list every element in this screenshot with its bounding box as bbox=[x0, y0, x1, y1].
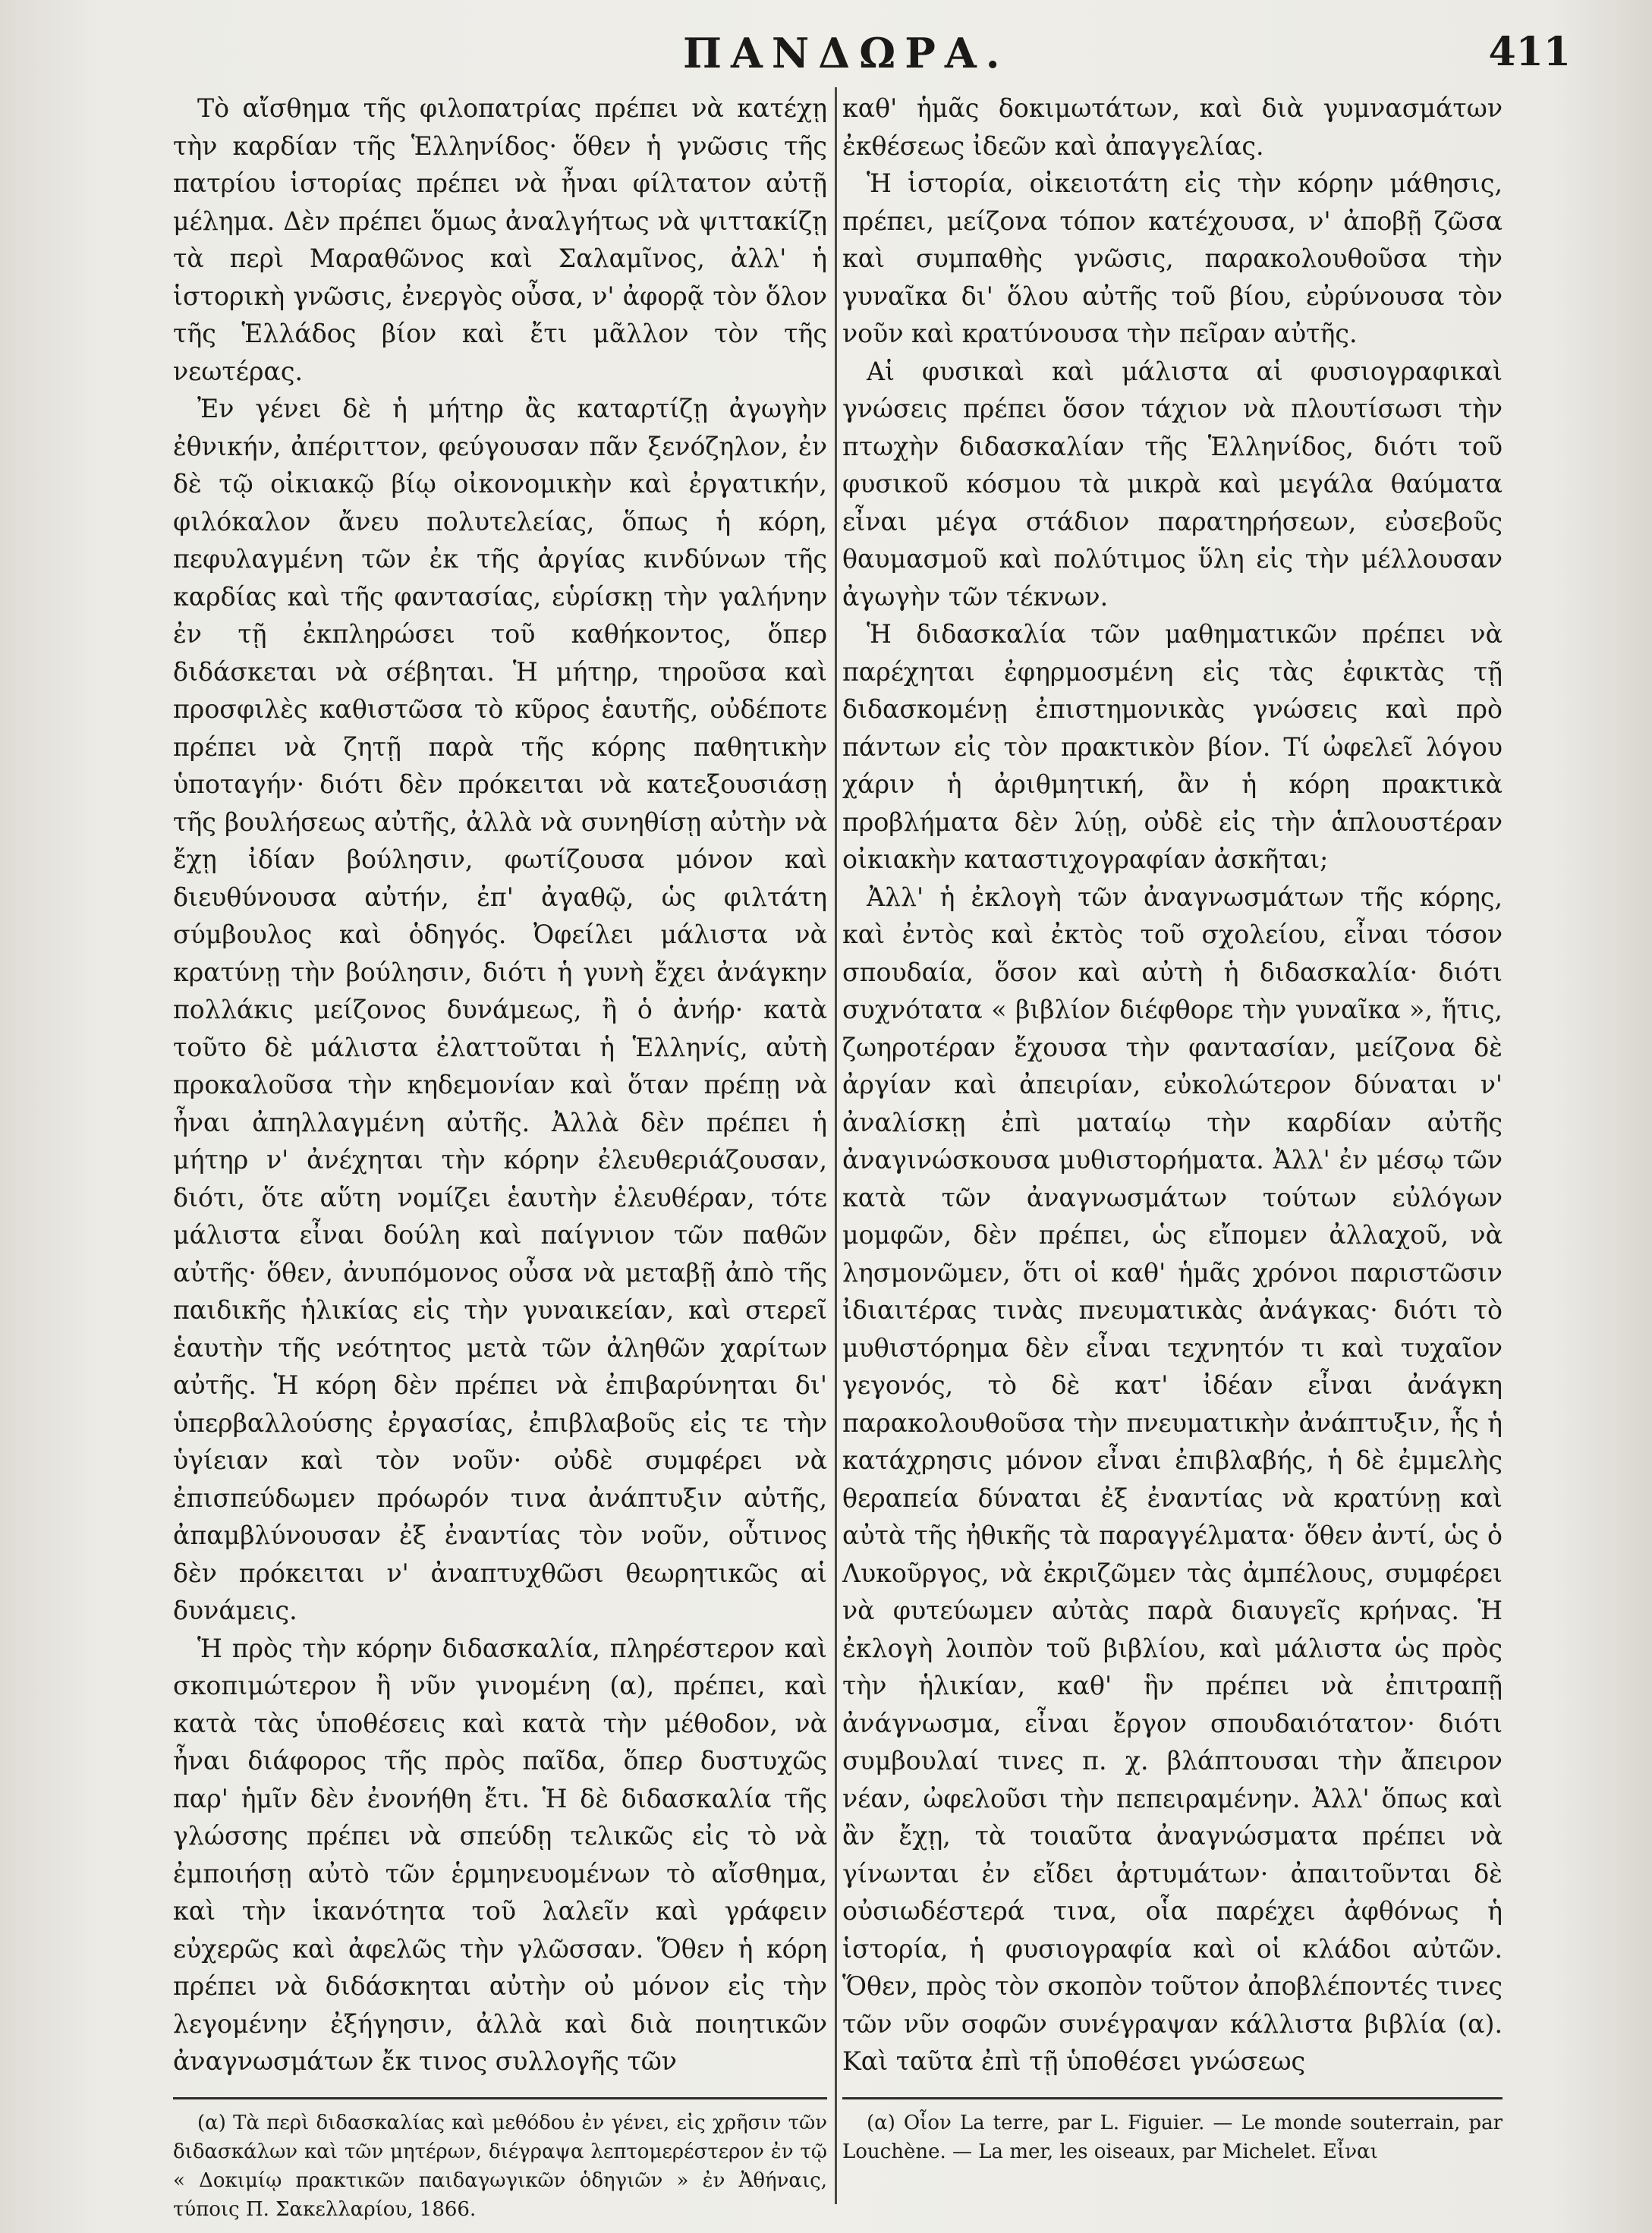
page-number: 411 bbox=[1488, 29, 1571, 75]
paragraph: καθ' ἡμᾶς δοκιμωτάτων, καὶ διὰ γυμνασμάτων ἐκθέσεως ἰδεῶν καὶ ἀπαγγελίας. bbox=[842, 93, 1503, 161]
right-column bbox=[842, 90, 1503, 2166]
footnote-text: (α) Οἷον La terre, par L. Figuier. — Le monde souterrain, par Louchène. — La mer, les oiseaux, par Michelet. Εἶναι bbox=[842, 2111, 1503, 2163]
paragraph: Ἡ διδασκαλία τῶν μαθηματικῶν πρέπει νὰ παρέχηται ἐφηρμοσμένη εἰς τὰς ἐφικτὰς τῇ διδασκομένῃ ἐπιστημονικὰς γνώσεις καὶ πρὸ πάντων εἰς τὸν πρακτικὸν βίον. Τί ὠφελεῖ λόγου χάριν ἡ ἀριθμητική, ἂν ἡ κόρη πρακτικὰ προβλήματα δὲν λύῃ, οὐδὲ εἰς τὴν ἁπλουστέραν οἰκιακὴν καταστιχογραφίαν ἀσκῆται; bbox=[842, 619, 1503, 874]
page-header bbox=[159, 29, 1601, 82]
paragraph: Ἀλλ' ἡ ἐκλογὴ τῶν ἀναγνωσμάτων τῆς κόρης, καὶ ἐντὸς καὶ ἐκτὸς τοῦ σχολείου, εἶναι τόσον σπουδαία, ὅσον καὶ αὐτὴ ἡ διδασκαλία· διότι συχνότατα « βιβλίον διέφθορε τὴν γυναῖκα », ἥτις, ζωηροτέραν ἔχουσα τὴν φαντασίαν, μείζονα δὲ ἀργίαν καὶ ἀπειρίαν, εὐκολώτερον δύναται ν' ἀναλίσκῃ ἐπὶ ματαίῳ τὴν καρδίαν αὐτῆς ἀναγινώσκουσα μυθιστορήματα. Ἀλλ' ἐν μέσῳ τῶν κατὰ τῶν ἀναγνωσμάτων τούτων εὐλόγων μομφῶν, δὲν πρέπει, ὡς εἴπομεν ἀλλαχοῦ, νὰ λησμονῶμεν, ὅτι οἱ καθ' ἡμᾶς χρόνοι παριστῶσιν ἰδιαιτέρας τινὰς πνευματικὰς ἀνάγκας· διότι τὸ μυθιστόρημα δὲν εἶναι τεχνητόν τι καὶ τυχαῖον γεγονός, τὸ δὲ κατ' ἰδέαν εἶναι ἀνάγκη παρακολουθοῦσα τὴν πνευματικὴν ἀνάπτυξιν, ἧς ἡ κατάχρησις μόνον εἶναι ἐπιβλαβής, ἡ δὲ ἐμμελὴς θεραπεία δύναται ἐξ ἐναντίας νὰ κρατύνῃ καὶ αὐτὰ τῆς ἠθικῆς τὰ παραγγέλματα· ὅθεν ἀντί, ὡς ὁ Λυκοῦργος, νὰ ἐκριζῶμεν τὰς ἀμπέλους, συμφέρει νὰ φυτεύωμεν αὐτὰς παρὰ διαυγεῖς κρήνας. Ἡ ἐκλογὴ λοιπὸν τοῦ βιβλίου, καὶ μάλιστα ὡς πρὸς τὴν ἡλικίαν, καθ' ἣν πρέπει νὰ ἐπιτραπῇ ἀνάγνωσμα, εἶναι ἔργον σπουδαιότατον· διότι συμβουλαί τινες π. χ. βλάπτουσαι τὴν ἄπειρον νέαν, ὠφελοῦσι τὴν πεπειραμένην. Ἀλλ' ὅπως καὶ ἂν ἔχῃ, τὰ τοιαῦτα ἀναγνώσματα πρέπει νὰ γίνωνται ἐν εἴδει ἀρτυμάτων· ἀπαιτοῦνται δὲ οὐσιωδέστερά τινα, οἷα παρέχει ἀφθόνως ἡ ἱστορία, ἡ φυσιογραφία καὶ οἱ κλάδοι αὐτῶν. Ὅθεν, πρὸς τὸν σκοπὸν τοῦτον ἀποβλέποντές τινες τῶν νῦν σοφῶν συνέγραψαν κάλλιστα βιβλία (α). Καὶ ταῦτα ἐπὶ τῇ ὑποθέσει γνώσεως bbox=[842, 882, 1503, 2076]
footnote-text: (α) Τὰ περὶ διδασκαλίας καὶ μεθόδου ἐν γένει, εἰς χρῆσιν τῶν διδασκάλων καὶ τῶν μητέρων, διέγραψα λεπτομερέστερον ἐν τῷ « Δοκιμίῳ πρακτικῶν παιδαγωγικῶν ὁδηγιῶν » ἐν Ἀθήναις, τύποις Π. Σακελλαρίου, 1866. bbox=[173, 2111, 827, 2221]
footnote bbox=[842, 2109, 1503, 2166]
paragraph: Τὸ αἴσθημα τῆς φιλοπατρίας πρέπει νὰ κατέχῃ τὴν καρδίαν τῆς Ἑλληνίδος· ὅθεν ἡ γνῶσις τῆς πατρίου ἱστορίας πρέπει νὰ ἦναι φίλτατον αὐτῇ μέλημα. Δὲν πρέπει ὅμως ἀναλγήτως νὰ ψιττακίζῃ τὰ περὶ Μαραθῶνος καὶ Σαλαμῖνος, ἀλλ' ἡ ἱστορικὴ γνῶσις, ἐνεργὸς οὖσα, ν' ἀφορᾷ τὸν ὅλον τῆς Ἑλλάδος βίον καὶ ἔτι μᾶλλον τὸν τῆς νεωτέρας. bbox=[173, 93, 827, 386]
running-title: ΠΑΝΔΩΡΑ. bbox=[683, 29, 1009, 77]
left-column bbox=[173, 90, 827, 2224]
footnote bbox=[173, 2109, 827, 2224]
footnote-rule bbox=[842, 2097, 1503, 2099]
paragraph: Ἐν γένει δὲ ἡ μήτηρ ἂς καταρτίζῃ ἀγωγὴν ἐθνικήν, ἀπέριττον, φεύγουσαν πᾶν ξενόζηλον, ἐν δὲ τῷ οἰκιακῷ βίῳ οἰκονομικὴν καὶ ἐργατικήν, φιλόκαλον ἄνευ πολυτελείας, ὅπως ἡ κόρη, πεφυλαγμένη τῶν ἐκ τῆς ἀργίας κινδύνων τῆς καρδίας καὶ τῆς φαντασίας, εὑρίσκῃ τὴν γαλήνην ἐν τῇ ἐκπληρώσει τοῦ καθήκοντος, ὅπερ διδάσκεται νὰ σέβηται. Ἡ μήτηρ, τηροῦσα καὶ προσφιλὲς καθιστῶσα τὸ κῦρος ἑαυτῆς, οὐδέποτε πρέπει νὰ ζητῇ παρὰ τῆς κόρης παθητικὴν ὑποταγήν· διότι δὲν πρόκειται νὰ κατεξουσιάσῃ τῆς βουλήσεως αὐτῆς, ἀλλὰ νὰ συνηθίσῃ αὐτὴν νὰ ἔχῃ ἰδίαν βούλησιν, φωτίζουσα μόνον καὶ διευθύνουσα αὐτήν, ἐπ' ἀγαθῷ, ὡς φιλτάτη σύμβουλος καὶ ὁδηγός. Ὀφείλει μάλιστα νὰ κρατύνῃ τὴν βούλησιν, διότι ἡ γυνὴ ἔχει ἀνάγκην πολλάκις μείζονος δυνάμεως, ἢ ὁ ἀνήρ· κατὰ τοῦτο δὲ μάλιστα ἐλαττοῦται ἡ Ἑλληνίς, αὐτὴ προκαλοῦσα τὴν κηδεμονίαν καὶ ὅταν πρέπῃ νὰ ἦναι ἀπηλλαγμένη αὐτῆς. Ἀλλὰ δὲν πρέπει ἡ μήτηρ ν' ἀνέχηται τὴν κόρην ἐλευθεριάζουσαν, διότι, ὅτε αὕτη νομίζει ἑαυτὴν ἐλευθέραν, τότε μάλιστα εἶναι δούλη καὶ παίγνιον τῶν παθῶν αὐτῆς· ὅθεν, ἀνυπόμονος οὖσα νὰ μεταβῇ ἀπὸ τῆς παιδικῆς ἡλικίας εἰς τὴν γυναικείαν, καὶ στερεῖ ἑαυτὴν τῆς νεότητος μετὰ τῶν ἀληθῶν χαρίτων αὐτῆς. Ἡ κόρη δὲν πρέπει νὰ ἐπιβαρύνηται δι' ὑπερβαλλούσης ἐργασίας, ἐπιβλαβοῦς εἰς τε τὴν ὑγίειαν καὶ τὸν νοῦν· οὐδὲ συμφέρει νὰ ἐπισπεύδωμεν πρόωρόν τινα ἀνάπτυξιν αὐτῆς, ἀπαμβλύνουσαν ἐξ ἐναντίας τὸν νοῦν, οὗτινος δὲν πρόκειται ν' ἀναπτυχθῶσι θεωρητικῶς αἱ δυνάμεις. bbox=[173, 394, 827, 1625]
paragraph: Αἱ φυσικαὶ καὶ μάλιστα αἱ φυσιογραφικαὶ γνώσεις πρέπει ὅσον τάχιον νὰ πλουτίσωσι τὴν πτωχὴν διδασκαλίαν τῆς Ἑλληνίδος, διότι τοῦ φυσικοῦ κόσμου τὰ μικρὰ καὶ μεγάλα θαύματα εἶναι μέγα στάδιον παρατηρήσεων, εὐσεβοῦς θαυμασμοῦ καὶ πολύτιμος ὕλη εἰς τὴν μέλλουσαν ἀγωγὴν τῶν τέκνων. bbox=[842, 356, 1503, 612]
paragraph: Ἡ πρὸς τὴν κόρην διδασκαλία, πληρέστερον καὶ σκοπιμώτερον ἢ νῦν γινομένη (α), πρέπει, καὶ κατὰ τὰς ὑποθέσεις καὶ κατὰ τὴν μέθοδον, νὰ ἦναι διάφορος τῆς πρὸς παῖδα, ὅπερ δυστυχῶς παρ' ἡμῖν δὲν ἐνονήθη ἔτι. Ἡ δὲ διδασκαλία τῆς γλώσσης πρέπει νὰ σπεύδῃ τελικῶς εἰς τὸ νὰ ἐμποιήσῃ αὐτὸ τῶν ἑρμηνευομένων τὸ αἴσθημα, καὶ τὴν ἱκανότητα τοῦ λαλεῖν καὶ γράφειν εὐχερῶς καὶ ἀφελῶς τὴν γλῶσσαν. Ὅθεν ἡ κόρη πρέπει νὰ διδάσκηται αὐτὴν οὐ μόνον εἰς τὴν λεγομένην ἐξήγησιν, ἀλλὰ καὶ διὰ ποιητικῶν ἀναγνωσμάτων ἔκ τινος συλλογῆς τῶν bbox=[173, 1633, 827, 2076]
footnote-rule bbox=[173, 2097, 827, 2099]
column-divider bbox=[835, 87, 837, 2204]
paragraph: Ἡ ἱστορία, οἰκειοτάτη εἰς τὴν κόρην μάθησις, πρέπει, μείζονα τόπον κατέχουσα, ν' ἀποβῇ ζῶσα καὶ συμπαθὴς γνῶσις, παρακολουθοῦσα τὴν γυναῖκα δι' ὅλου αὐτῆς τοῦ βίου, εὐρύνουσα τὸν νοῦν καὶ κρατύνουσα τὴν πεῖραν αὐτῆς. bbox=[842, 168, 1503, 348]
